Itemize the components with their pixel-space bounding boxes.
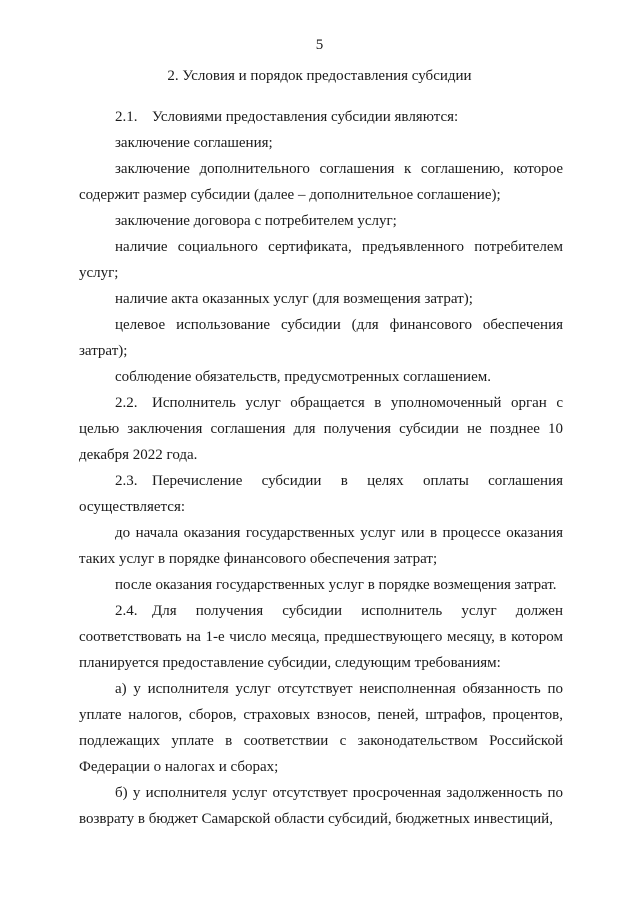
paragraph-condition: целевое использование субсидии (для финансового обеспечения затрат); <box>79 317 563 359</box>
paragraph-payment-option: до начала оказания государственных услуг или в процессе оказания таких услуг в порядке финансового обеспечения затрат; <box>79 525 563 567</box>
paragraph-requirement-b: б) у исполнителя услуг отсутствует просроченная задолженность по возврату в бюджет Самарской области субсидий, бюджетных инвестиций, <box>79 785 563 827</box>
section-title: 2. Условия и порядок предоставления субсидии <box>167 68 472 84</box>
paragraph-text: Условиями предоставления субсидии являются: <box>152 109 459 125</box>
clause-number: 2.4. <box>115 603 138 619</box>
document-body <box>79 104 563 832</box>
page-number: 5 <box>315 37 324 53</box>
clause-number: 2.2. <box>115 395 138 411</box>
paragraph-2-1 <box>79 104 563 130</box>
clause-number: 2.1. <box>115 109 138 125</box>
paragraph-condition: заключение дополнительного соглашения к соглашению, которое содержит размер субсидии (далее – дополнительное соглашение); <box>79 161 563 203</box>
paragraph-2-4 <box>79 598 563 676</box>
paragraph-text: Исполнитель услуг обращается в уполномоченный орган с целью заключения соглашения для получения субсидии не позднее 10 декабря 2022 года. <box>79 395 563 463</box>
paragraph-condition: заключение соглашения; <box>115 135 273 151</box>
clause-number: 2.3. <box>115 473 138 489</box>
paragraph-requirement-a: а) у исполнителя услуг отсутствует неисполненная обязанность по уплате налогов, сборов, страховых взносов, пеней, штрафов, процентов, подлежащих уплате в соответствии с законодательством Российской Федерации о налогах и сборах; <box>79 681 563 775</box>
paragraph-condition: наличие социального сертификата, предъявленного потребителем услуг; <box>79 239 563 281</box>
paragraph-text: Для получения субсидии исполнитель услуг должен соответствовать на 1-е число месяца, предшествующего месяцу, в котором планируется предоставление субсидии, следующим требованиям: <box>79 603 563 671</box>
paragraph-text: Перечисление субсидии в целях оплаты соглашения осуществляется: <box>79 473 563 515</box>
paragraph-condition: заключение договора с потребителем услуг; <box>115 213 397 229</box>
paragraph-2-3 <box>79 468 563 520</box>
paragraph-payment-option: после оказания государственных услуг в порядке возмещения затрат. <box>115 577 557 593</box>
paragraph-condition: наличие акта оказанных услуг (для возмещения затрат); <box>115 291 473 307</box>
paragraph-2-2 <box>79 390 563 468</box>
paragraph-condition: соблюдение обязательств, предусмотренных соглашением. <box>115 369 491 385</box>
